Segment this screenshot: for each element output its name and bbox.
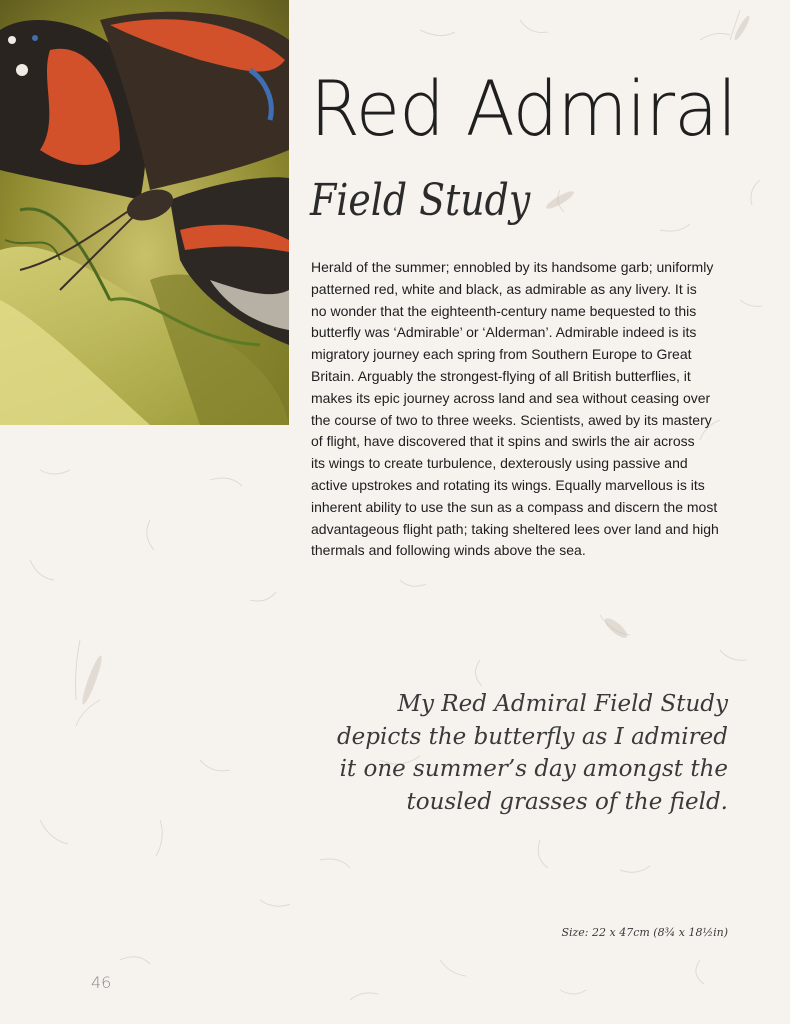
quote-line: tousled grasses of the field.: [406, 788, 728, 815]
quote-line: it one summer’s day amongst the: [339, 756, 728, 782]
quote-line: depicts the butterfly as I admired: [336, 723, 728, 750]
pull-quote: [337, 688, 728, 818]
body-line: no wonder that the eighteenth-century name bequested to this: [311, 302, 697, 319]
body-line: patterned red, white and black, as admirable as any livery. It is: [311, 280, 697, 297]
body-line: inherent ability to use the sun as a compass and discern the most: [311, 498, 718, 515]
body-line: migratory journey each spring from Southern Europe to Great: [311, 346, 692, 363]
body-line: its wings to create turbulence, dexterously using passive and: [311, 455, 688, 472]
body-line: advantageous flight path; taking sheltered lees over land and high: [311, 520, 719, 537]
body-line: active upstrokes and rotating its wings. Equally marvellous is its: [311, 476, 705, 493]
body-line: the course of two to three weeks. Scientists, awed by its mastery: [311, 411, 712, 428]
body-line: butterfly was ‘Admirable’ or ‘Alderman’. Admirable indeed is its: [311, 324, 697, 341]
page-title: Red Admiral: [310, 64, 737, 154]
body-line: of flight, have discovered that it spins and swirls the air across: [311, 433, 695, 450]
page-number: 46: [91, 973, 112, 992]
size-caption: Size: 22 x 47cm (8¾ x 18½in): [561, 926, 728, 939]
butterfly-illustration: [0, 0, 289, 425]
body-paragraph: [311, 257, 729, 562]
body-line: makes its epic journey across land and sea without ceasing over: [311, 389, 711, 406]
body-line: thermals and following winds above the sea.: [311, 542, 586, 559]
quote-line: My Red Admiral Field Study: [397, 691, 728, 717]
butterfly-photo: [0, 0, 289, 425]
page-subtitle: Field Study: [310, 175, 531, 226]
body-line: Herald of the summer; ennobled by its handsome garb; uniformly: [311, 259, 714, 275]
body-line: Britain. Arguably the strongest-flying of all British butterflies, it: [311, 367, 691, 384]
